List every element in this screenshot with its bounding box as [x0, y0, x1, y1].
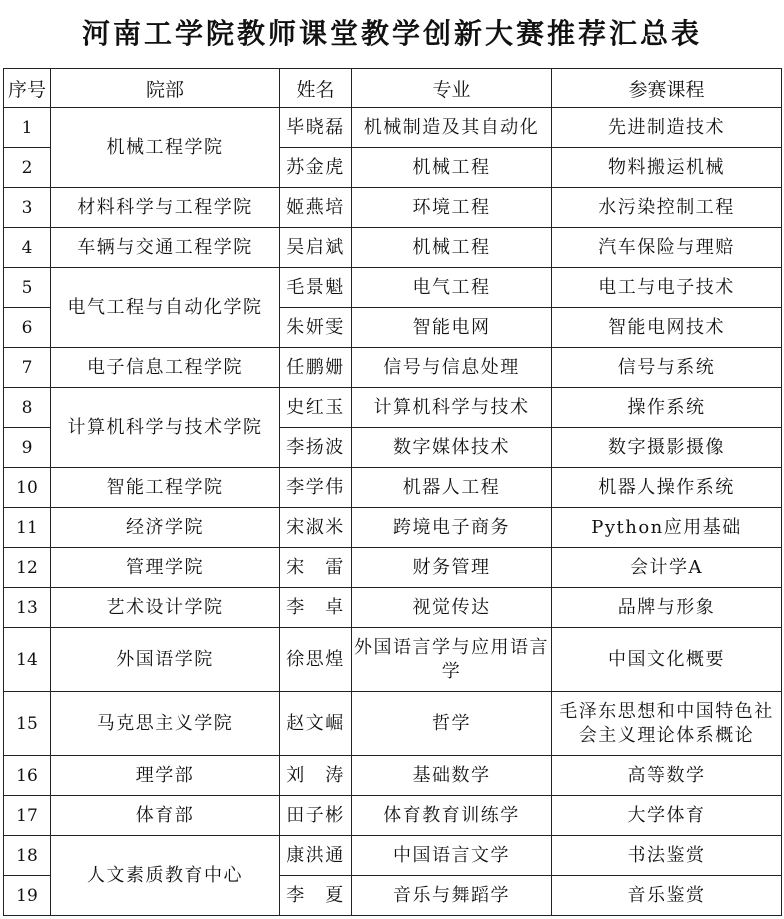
cell-course: 中国文化概要: [552, 628, 782, 692]
cell-name: 李 卓: [280, 588, 352, 628]
cell-course: 机器人操作系统: [552, 468, 782, 508]
header-dept: 院部: [51, 69, 280, 108]
cell-major: 信号与信息处理: [352, 348, 552, 388]
cell-no: 14: [4, 628, 51, 692]
cell-name: 吴启斌: [280, 228, 352, 268]
cell-no: 9: [4, 428, 51, 468]
cell-no: 1: [4, 108, 51, 148]
cell-major: 机械工程: [352, 148, 552, 188]
cell-major: 机器人工程: [352, 468, 552, 508]
cell-name: 毛景魁: [280, 268, 352, 308]
cell-no: 10: [4, 468, 51, 508]
table-row: [4, 692, 782, 756]
cell-name: 任鹏姗: [280, 348, 352, 388]
cell-name: 田子彬: [280, 796, 352, 836]
cell-name: 毕晓磊: [280, 108, 352, 148]
summary-table: [3, 68, 782, 916]
cell-course: 智能电网技术: [552, 308, 782, 348]
table-row: [4, 588, 782, 628]
cell-dept: 艺术设计学院: [51, 588, 280, 628]
cell-dept: 马克思主义学院: [51, 692, 280, 756]
table-row: [4, 268, 782, 308]
cell-course: 数字摄影摄像: [552, 428, 782, 468]
cell-dept: 外国语学院: [51, 628, 280, 692]
cell-major: 外国语言学与应用语言学: [352, 628, 552, 692]
cell-name: 康洪通: [280, 836, 352, 876]
header-name: 姓名: [280, 69, 352, 108]
table-row: [4, 508, 782, 548]
table-row: [4, 628, 782, 692]
cell-course: Python应用基础: [552, 508, 782, 548]
table-row: [4, 756, 782, 796]
cell-major: 视觉传达: [352, 588, 552, 628]
table-row: [4, 228, 782, 268]
cell-no: 11: [4, 508, 51, 548]
cell-no: 13: [4, 588, 51, 628]
cell-course: 毛泽东思想和中国特色社会主义理论体系概论: [552, 692, 782, 756]
table-row: [4, 468, 782, 508]
cell-course: 水污染控制工程: [552, 188, 782, 228]
cell-major: 环境工程: [352, 188, 552, 228]
table-row: [4, 388, 782, 428]
cell-major: 机械制造及其自动化: [352, 108, 552, 148]
cell-course: 汽车保险与理赔: [552, 228, 782, 268]
cell-name: 赵文崛: [280, 692, 352, 756]
cell-course: 会计学A: [552, 548, 782, 588]
cell-dept: 电气工程与自动化学院: [51, 268, 280, 348]
cell-dept: 智能工程学院: [51, 468, 280, 508]
cell-major: 体育教育训练学: [352, 796, 552, 836]
cell-dept: 理学部: [51, 756, 280, 796]
cell-major: 跨境电子商务: [352, 508, 552, 548]
cell-no: 18: [4, 836, 51, 876]
cell-name: 朱妍雯: [280, 308, 352, 348]
cell-major: 机械工程: [352, 228, 552, 268]
cell-dept: 机械工程学院: [51, 108, 280, 188]
cell-dept: 体育部: [51, 796, 280, 836]
cell-no: 6: [4, 308, 51, 348]
cell-major: 音乐与舞蹈学: [352, 876, 552, 916]
cell-major: 财务管理: [352, 548, 552, 588]
cell-name: 李学伟: [280, 468, 352, 508]
cell-major: 中国语言文学: [352, 836, 552, 876]
cell-major: 基础数学: [352, 756, 552, 796]
cell-dept: 人文素质教育中心: [51, 836, 280, 916]
cell-no: 19: [4, 876, 51, 916]
cell-no: 3: [4, 188, 51, 228]
cell-name: 史红玉: [280, 388, 352, 428]
cell-dept: 材料科学与工程学院: [51, 188, 280, 228]
table-row: [4, 348, 782, 388]
cell-no: 5: [4, 268, 51, 308]
cell-dept: 计算机科学与技术学院: [51, 388, 280, 468]
cell-course: 书法鉴赏: [552, 836, 782, 876]
cell-course: 操作系统: [552, 388, 782, 428]
cell-course: 大学体育: [552, 796, 782, 836]
cell-name: 宋 雷: [280, 548, 352, 588]
cell-dept: 管理学院: [51, 548, 280, 588]
header-row: [4, 69, 782, 108]
cell-dept: 车辆与交通工程学院: [51, 228, 280, 268]
header-no: 序号: [4, 69, 51, 108]
cell-no: 15: [4, 692, 51, 756]
cell-major: 哲学: [352, 692, 552, 756]
cell-no: 4: [4, 228, 51, 268]
cell-name: 徐思煌: [280, 628, 352, 692]
cell-no: 17: [4, 796, 51, 836]
cell-major: 智能电网: [352, 308, 552, 348]
cell-course: 音乐鉴赏: [552, 876, 782, 916]
header-major: 专业: [352, 69, 552, 108]
table-row: [4, 108, 782, 148]
cell-major: 数字媒体技术: [352, 428, 552, 468]
cell-course: 物料搬运机械: [552, 148, 782, 188]
cell-name: 李扬波: [280, 428, 352, 468]
page-title: 河南工学院教师课堂教学创新大赛推荐汇总表: [81, 17, 702, 50]
cell-course: 信号与系统: [552, 348, 782, 388]
cell-course: 高等数学: [552, 756, 782, 796]
cell-major: 电气工程: [352, 268, 552, 308]
cell-name: 苏金虎: [280, 148, 352, 188]
cell-dept: 经济学院: [51, 508, 280, 548]
cell-no: 2: [4, 148, 51, 188]
cell-name: 刘 涛: [280, 756, 352, 796]
cell-no: 16: [4, 756, 51, 796]
cell-no: 8: [4, 388, 51, 428]
cell-course: 先进制造技术: [552, 108, 782, 148]
cell-name: 宋淑米: [280, 508, 352, 548]
table-row: [4, 836, 782, 876]
table-row: [4, 188, 782, 228]
cell-name: 李 夏: [280, 876, 352, 916]
header-course: 参赛课程: [552, 69, 782, 108]
cell-course: 品牌与形象: [552, 588, 782, 628]
table-row: [4, 796, 782, 836]
cell-major: 计算机科学与技术: [352, 388, 552, 428]
table-row: [4, 548, 782, 588]
cell-name: 姬燕培: [280, 188, 352, 228]
cell-dept: 电子信息工程学院: [51, 348, 280, 388]
cell-course: 电工与电子技术: [552, 268, 782, 308]
cell-no: 12: [4, 548, 51, 588]
cell-no: 7: [4, 348, 51, 388]
